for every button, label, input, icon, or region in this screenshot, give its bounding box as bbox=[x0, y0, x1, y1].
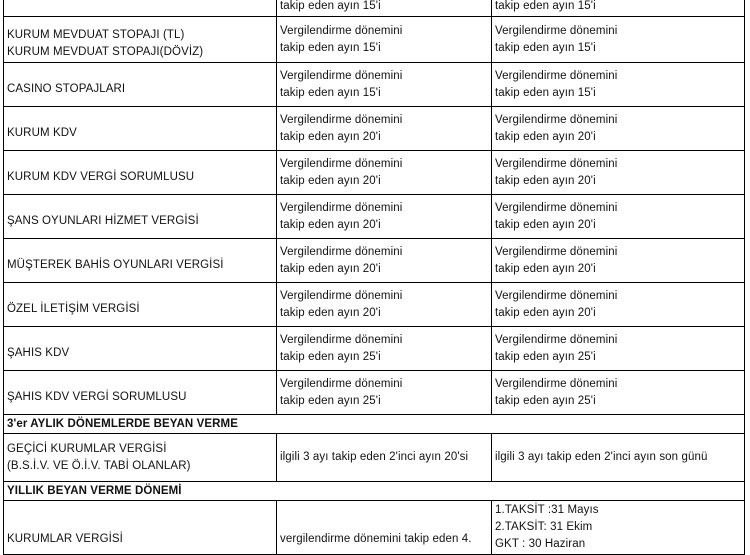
cell-line: takip eden ayın 20'i bbox=[495, 262, 596, 275]
cell-line: Vergilendirme dönemini bbox=[495, 333, 618, 346]
table-row bbox=[4, 371, 745, 415]
tax-name-cell bbox=[4, 0, 277, 17]
cell-line: CASINO STOPAJLARI bbox=[7, 82, 126, 95]
cell-line: takip eden ayın 15'i bbox=[495, 0, 596, 12]
table-body bbox=[4, 0, 745, 555]
cell-line: takip eden ayın 20'i bbox=[495, 218, 596, 231]
deadline-declaration-cell bbox=[277, 63, 492, 107]
table-row bbox=[4, 17, 745, 63]
cell-line: Vergilendirme dönemini bbox=[495, 201, 618, 214]
cell-line: takip eden ayın 25'i bbox=[280, 394, 381, 407]
cell-line: takip eden ayın 20'i bbox=[280, 306, 381, 319]
deadline-declaration-cell bbox=[277, 151, 492, 195]
section-heading: YILLIK BEYAN VERME DÖNEMİ bbox=[4, 482, 745, 501]
cell-line: takip eden ayın 20'i bbox=[280, 218, 381, 231]
deadline-payment-cell bbox=[492, 63, 745, 107]
cell-line: Vergilendirme dönemini bbox=[495, 289, 618, 302]
cell-line: takip eden ayın 15'i bbox=[280, 86, 381, 99]
deadline-declaration-cell bbox=[277, 239, 492, 283]
deadline-payment-cell bbox=[492, 107, 745, 151]
deadline-payment-cell bbox=[492, 151, 745, 195]
tax-name-cell bbox=[4, 195, 277, 239]
cell-line: KURUM MEVDUAT STOPAJI(DÖVİZ) bbox=[7, 46, 204, 58]
tax-name-cell bbox=[4, 501, 277, 555]
cell-line: Vergilendirme dönemini bbox=[280, 113, 403, 126]
tax-name-cell bbox=[4, 283, 277, 327]
section-heading-row bbox=[4, 482, 745, 501]
cell-line: takip eden ayın 15'i bbox=[495, 41, 596, 54]
cell-line: ŞANS OYUNLARI HİZMET VERGİSİ bbox=[7, 214, 199, 227]
cell-line: Vergilendirme dönemini bbox=[280, 289, 403, 302]
tax-name-cell bbox=[4, 239, 277, 283]
cell-line: ŞAHIS KDV bbox=[7, 346, 70, 359]
deadline-payment-cell bbox=[492, 195, 745, 239]
table-row bbox=[4, 501, 745, 555]
table-row bbox=[4, 63, 745, 107]
cell-line: KURUM KDV bbox=[7, 126, 77, 139]
tax-name-cell bbox=[4, 107, 277, 151]
deadline-payment-cell: ilgili 3 ayı takip eden 2'inci ayın son günü bbox=[492, 434, 745, 482]
cell-line: takip eden ayın 20'i bbox=[280, 130, 381, 143]
cell-line: ŞAHIS KDV VERGİ SORUMLUSU bbox=[7, 390, 187, 403]
cell-line: MÜŞTEREK BAHİS OYUNLARI VERGİSİ bbox=[7, 258, 224, 271]
tax-name-cell bbox=[4, 434, 277, 482]
cell-line: takip eden ayın 25'i bbox=[495, 394, 596, 407]
cell-line: takip eden ayın 20'i bbox=[495, 174, 596, 187]
cell-line: takip eden ayın 15'i bbox=[280, 41, 381, 54]
cell-line: takip eden ayın 25'i bbox=[495, 350, 596, 363]
cell-line: Vergilendirme dönemini bbox=[280, 377, 403, 390]
deadline-payment-cell bbox=[492, 283, 745, 327]
cell-line: GEÇİCİ KURUMLAR VERGİSİ bbox=[7, 442, 167, 455]
cell-line: GKT : 30 Haziran bbox=[495, 538, 586, 550]
tax-deadline-table bbox=[3, 0, 745, 555]
tax-name-cell bbox=[4, 63, 277, 107]
deadline-declaration-cell bbox=[277, 327, 492, 371]
deadline-payment-cell bbox=[492, 17, 745, 63]
cell-line: Vergilendirme dönemini bbox=[495, 157, 618, 170]
cell-line: Vergilendirme dönemini bbox=[280, 157, 403, 170]
deadline-payment-cell bbox=[492, 501, 745, 555]
cell-line: Vergilendirme dönemini bbox=[280, 24, 403, 37]
cell-line: takip eden ayın 20'i bbox=[280, 174, 381, 187]
cell-line: KURUM MEVDUAT STOPAJI (TL) bbox=[7, 29, 185, 41]
deadline-declaration-cell bbox=[277, 195, 492, 239]
section-heading: 3'er AYLIK DÖNEMLERDE BEYAN VERME bbox=[4, 415, 745, 434]
cell-line: Vergilendirme dönemini bbox=[495, 245, 618, 258]
deadline-declaration-cell: vergilendirme dönemini takip eden 4. bbox=[277, 501, 492, 555]
cell-line: Vergilendirme dönemini bbox=[495, 377, 618, 390]
cell-line: Vergilendirme dönemini bbox=[495, 113, 618, 126]
table-row bbox=[4, 434, 745, 482]
table-row bbox=[4, 0, 745, 17]
cell-line: takip eden ayın 20'i bbox=[280, 262, 381, 275]
table-row bbox=[4, 151, 745, 195]
table-row bbox=[4, 327, 745, 371]
cell-line: takip eden ayın 20'i bbox=[495, 130, 596, 143]
tax-name-cell bbox=[4, 327, 277, 371]
cell-line: Vergilendirme dönemini bbox=[495, 69, 618, 82]
cell-line: KURUM KDV VERGİ SORUMLUSU bbox=[7, 170, 195, 183]
tax-name-cell bbox=[4, 17, 277, 63]
deadline-payment-cell bbox=[492, 327, 745, 371]
cell-line: Vergilendirme dönemini bbox=[280, 333, 403, 346]
deadline-declaration-cell: ilgili 3 ayı takip eden 2'inci ayın 20'si bbox=[277, 434, 492, 482]
table-row bbox=[4, 239, 745, 283]
cell-line: takip eden ayın 20'i bbox=[495, 306, 596, 319]
deadline-declaration-cell bbox=[277, 107, 492, 151]
cell-line: Vergilendirme dönemini bbox=[280, 245, 403, 258]
deadline-declaration-cell bbox=[277, 0, 492, 17]
cell-line: ÖZEL İLETİŞİM VERGİSİ bbox=[7, 302, 140, 315]
cell-line: Vergilendirme dönemini bbox=[280, 201, 403, 214]
cell-line: Vergilendirme dönemini bbox=[280, 69, 403, 82]
deadline-payment-cell bbox=[492, 0, 745, 17]
cell-line: takip eden ayın 15'i bbox=[495, 86, 596, 99]
tax-name-cell bbox=[4, 371, 277, 415]
cell-line: (B.S.İ.V. VE Ö.İ.V. TABİ OLANLAR) bbox=[7, 459, 191, 472]
table-row bbox=[4, 283, 745, 327]
cell-line: KURUMLAR VERGİSİ bbox=[7, 533, 123, 545]
deadline-declaration-cell bbox=[277, 371, 492, 415]
section-heading-row bbox=[4, 415, 745, 434]
tax-name-cell bbox=[4, 151, 277, 195]
cell-line: Vergilendirme dönemini bbox=[495, 24, 618, 37]
table-row bbox=[4, 107, 745, 151]
deadline-payment-cell bbox=[492, 371, 745, 415]
table-row bbox=[4, 195, 745, 239]
cell-line: 2.TAKSİT: 31 Ekim bbox=[495, 521, 593, 533]
cell-line: 1.TAKSİT :31 Mayıs bbox=[495, 504, 599, 516]
deadline-payment-cell bbox=[492, 239, 745, 283]
cell-line: takip eden ayın 15'i bbox=[280, 0, 381, 12]
deadline-declaration-cell bbox=[277, 283, 492, 327]
cell-line: takip eden ayın 25'i bbox=[280, 350, 381, 363]
deadline-declaration-cell bbox=[277, 17, 492, 63]
